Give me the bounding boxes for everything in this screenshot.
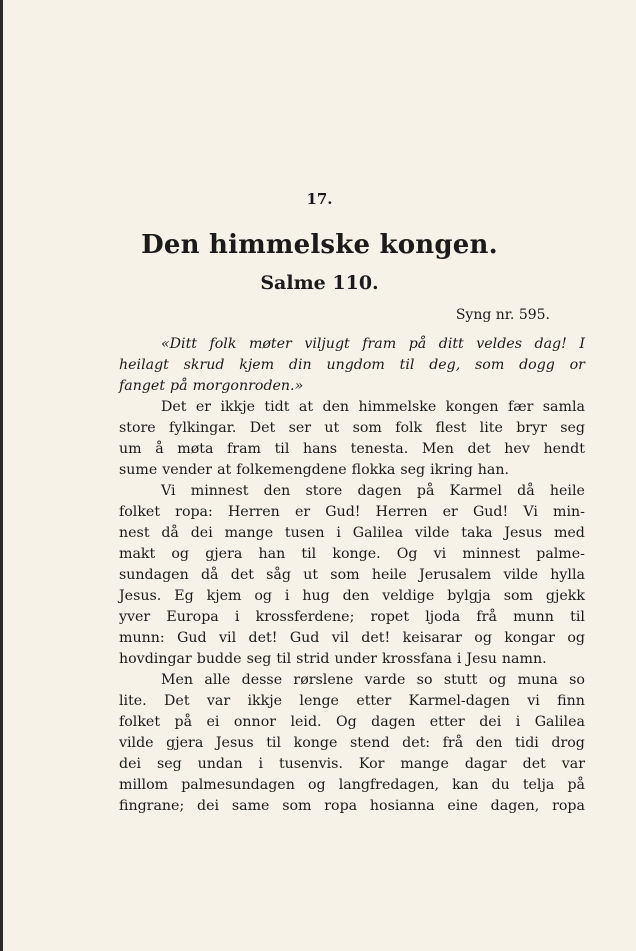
text-line: Det er ikkje tidt at den himmelske kongen fær samla — [161, 399, 585, 415]
body-text — [119, 334, 585, 817]
text-line: vilde gjera Jesus til konge stend det: frå den tidi drog — [119, 735, 585, 751]
text-line: hovdingar budde seg til strid under krossfana i Jesu namn. — [119, 651, 547, 667]
hymn-reference: Syng nr. 595. — [455, 307, 550, 323]
text-line: «Ditt folk møter viljugt fram på ditt veldes dag! I — [161, 336, 585, 352]
text-line: lite. Det var ikkje lenge etter Karmel-dagen vi finn — [119, 693, 585, 709]
text-line: nest då dei mange tusen i Galilea vilde taka Jesus med — [119, 525, 585, 541]
text-line: store fylkingar. Det ser ut som folk flest lite bryr seg — [119, 420, 585, 436]
text-line: folket på ei onnor leid. Og dagen etter dei i Galilea — [119, 714, 585, 730]
text-line: Men alle desse rørslene varde so stutt og muna so — [161, 672, 585, 688]
text-line: fanget på morgonroden.» — [119, 378, 304, 394]
text-line: munn: Gud vil det! Gud vil det! keisarar og kongar og — [119, 630, 585, 646]
text-line: sume vender at folkemengdene flokka seg ikring han. — [119, 462, 510, 478]
text-line: fingrane; dei same som ropa hosianna eine dagen, ropa — [119, 798, 585, 814]
text-line: makt og gjera han til konge. Og vi minnest palme- — [119, 546, 585, 562]
text-line: dei seg undan i tusenvis. Kor mange dagar det var — [119, 756, 585, 772]
chapter-number: 17. — [306, 190, 333, 208]
text-line: Vi minnest den store dagen på Karmel då heile — [161, 483, 585, 499]
text-line: millom palmesundagen og langfredagen, kan du telja på — [119, 777, 585, 793]
text-line: um å møta fram til hans tenesta. Men det hev hendt — [119, 441, 585, 457]
text-line: folket ropa: Herren er Gud! Herren er Gud! Vi min- — [119, 504, 585, 520]
psalm-reference: Salme 110. — [260, 272, 379, 294]
text-line: yver Europa i krossferdene; ropet ljoda frå munn til — [119, 609, 585, 625]
text-line: sundagen då det såg ut som heile Jerusalem vilde hylla — [119, 567, 585, 583]
text-line: Jesus. Eg kjem og i hug den veldige bylgja som gjekk — [119, 588, 585, 604]
page-title: Den himmelske kongen. — [141, 230, 498, 260]
text-line: heilagt skrud kjem din ungdom til deg, som dogg or — [119, 357, 585, 373]
